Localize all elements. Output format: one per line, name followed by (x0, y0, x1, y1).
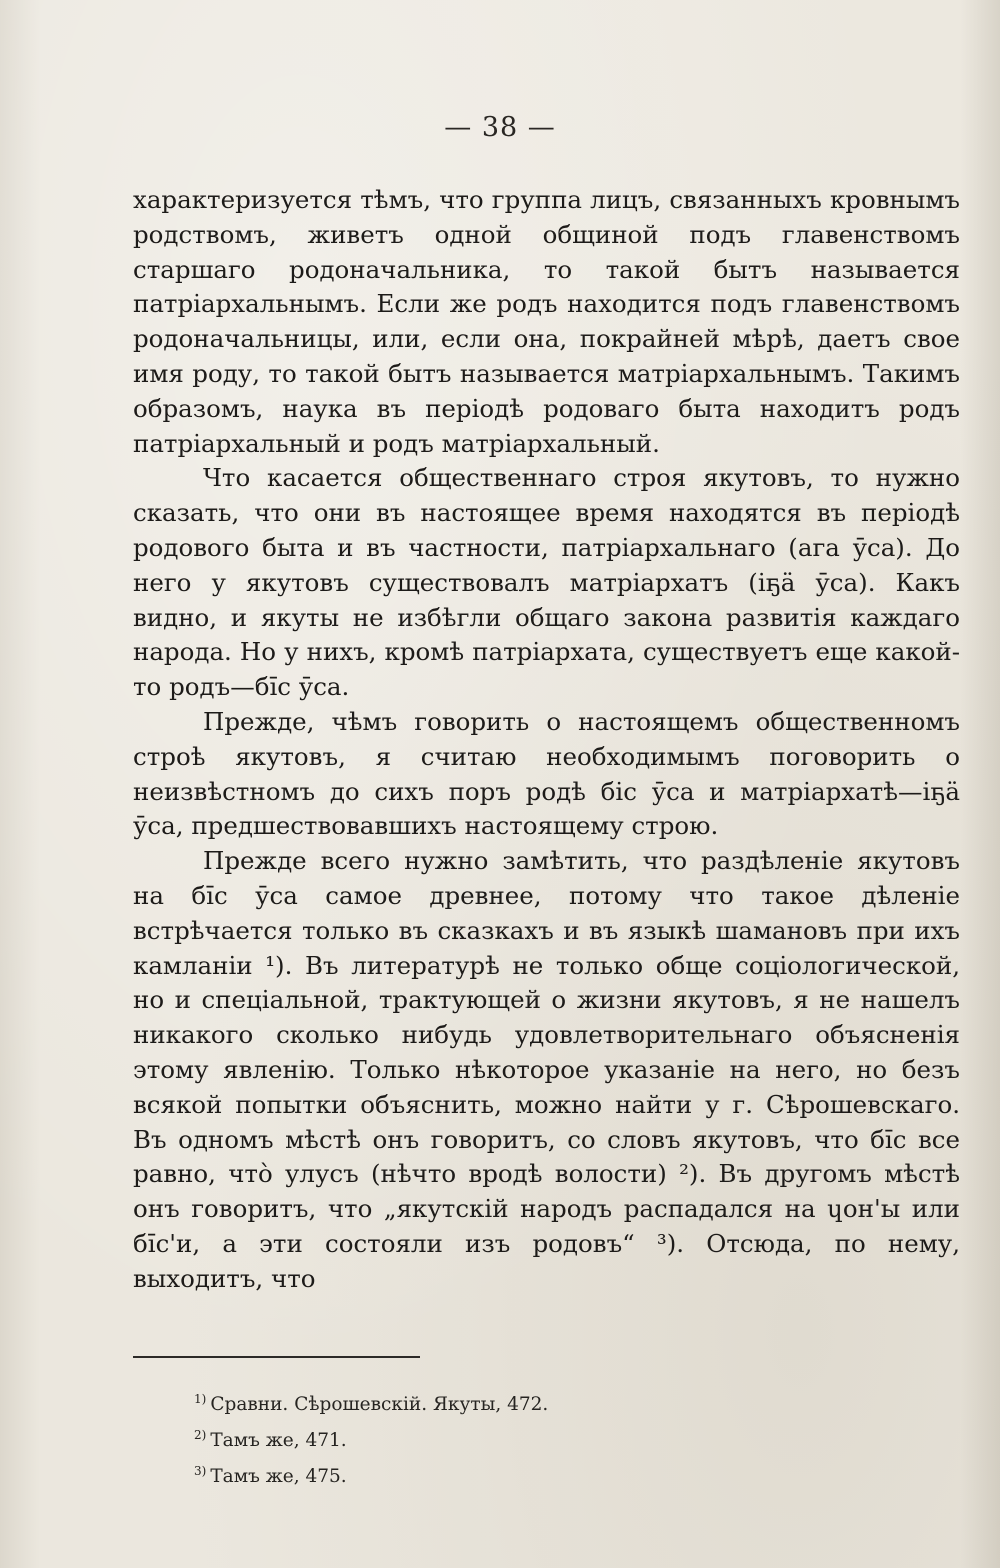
footnote-mark: 3) (194, 1464, 207, 1479)
page-number: — 38 — (444, 112, 556, 143)
footnote-3 (194, 1456, 794, 1492)
footnote-mark: 1) (194, 1392, 207, 1406)
paragraph-2: Что касается общественнаго строя якутовъ, то нужно сказать, что они въ настоящее время находятся въ періодѣ родового быта и въ частности, патріархальнаго (ага ӯса). До него у якутовъ существовалъ матріархатъ (іҕä ӯса). Какъ видно, и якуты не избѣгли общаго закона развитія каждаго народа. Но у нихъ, кромѣ патріархата, существуетъ еще какой-то родъ—бі̄с ӯса. (133, 463, 960, 702)
body-text (133, 183, 960, 1297)
paragraph-3: Прежде, чѣмъ говорить о настоящемъ общественномъ строѣ якутовъ, я считаю необходимымъ поговорить о неизвѣстномъ до сихъ поръ родѣ біс ӯса и матріархатѣ—іҕä ӯса, предшествовавшихъ настоящему строю. (133, 706, 960, 841)
footnote-1 (194, 1384, 794, 1420)
footnote-2 (194, 1420, 794, 1456)
paragraph-1: характеризуется тѣмъ, что группа лицъ, связанныхъ кровнымъ родствомъ, живетъ одной общиной подъ главенствомъ старшаго родоначальника, то такой бытъ называется патріархальнымъ. Если же родъ находится подъ главенствомъ родоначальницы, или, если она, покрайней мѣрѣ, даетъ свое имя роду, то такой бытъ называется матріархальнымъ. Такимъ образомъ, наука въ періодѣ родоваго быта находитъ родъ патріархальный и родъ матріархальный. (133, 185, 960, 458)
footnote-text: Сравни. Сѣрошевскій. Якуты, 472. (210, 1394, 549, 1416)
footnote-mark: 2) (194, 1428, 207, 1443)
footnote-divider (133, 1356, 420, 1358)
paragraph-4: Прежде всего нужно замѣтить, что раздѣленіе якутовъ на бі̄с ӯса самое древнее, потому что такое дѣленіе встрѣчается только въ сказкахъ и въ языкѣ шамановъ при ихъ камланіи ¹). Въ литературѣ не только обще соціологической, но и спеціальной, трактующей о жизни якутовъ, я не нашелъ никакого сколько нибудь удовлетворительнаго объясненія этому явленію. Только нѣкоторое указаніе на него, но безъ всякой попытки объяснить, можно найти у г. Сѣрошевскаго. Въ одномъ мѣстѣ онъ говоритъ, со словъ якутовъ, что бі̄с все равно, что̀ улусъ (нѣчто вродѣ волости) ²). Въ другомъ мѣстѣ онъ говоритъ, что „якутскій народъ распадался на ɥон'ы или бі̄с'и, а эти состояли изъ родовъ“ ³). Отсюда, по нему, выходитъ, что (133, 846, 960, 1293)
footnotes (194, 1384, 794, 1492)
footnote-text: Тамъ же, 471. (210, 1430, 347, 1452)
footnote-text: Тамъ же, 475. (210, 1466, 347, 1488)
